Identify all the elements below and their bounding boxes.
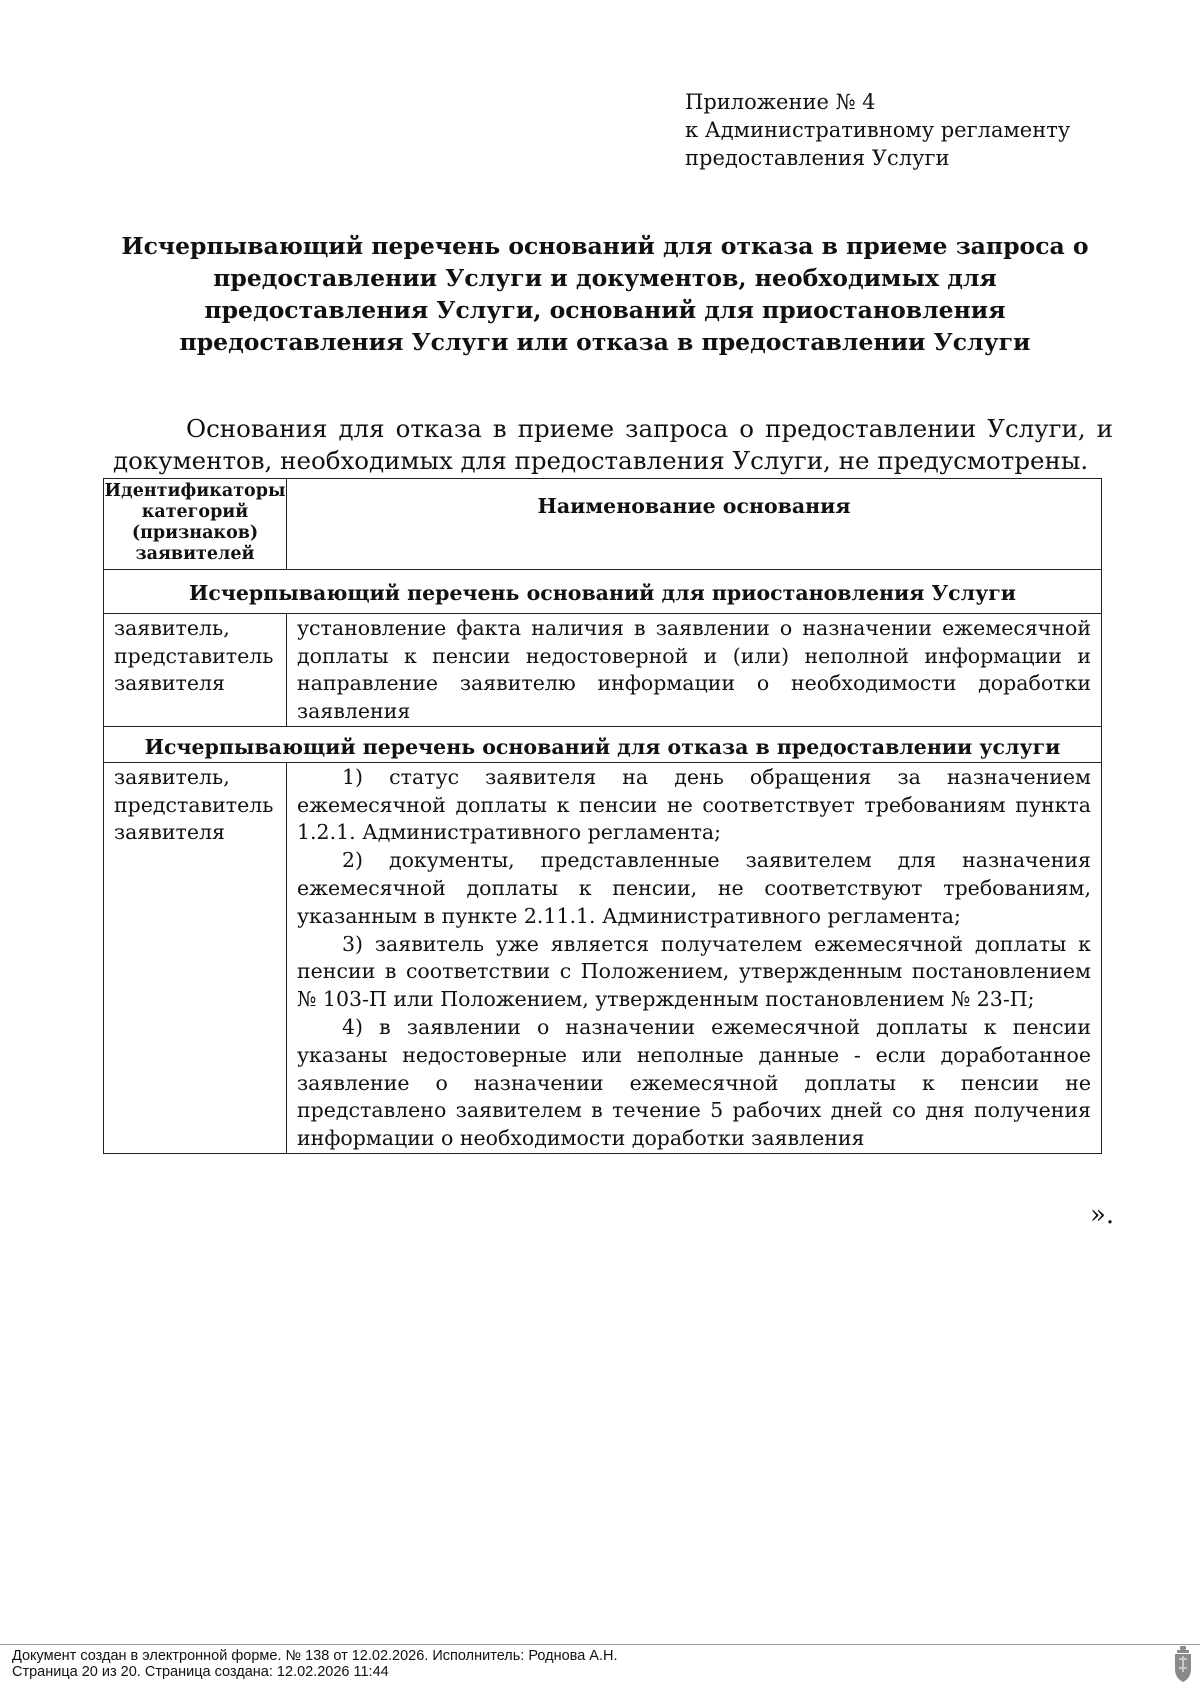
coat-of-arms-icon [1172,1645,1194,1685]
reason-cell [287,613,1102,726]
closing-quote-mark: ». [1090,1200,1115,1230]
document-footer [12,1648,618,1680]
reason-item-2: 2) документы, представленные заявителем для назначения ежемесячной доплаты к пенсии, не соответствуют требованиям, указанным в пункте 2.11.1. Административного регламента; [297,848,1091,928]
section-row [104,570,1102,614]
reason-item-4: 4) в заявлении о назначении ежемесячной доплаты к пенсии указаны недостоверные или неполные данные - если доработанное заявление о назначении ежемесячной доплаты к пенсии не представлено заявителем в течение 5 рабочих дней со дня получения информации о необходимости доработки заявления [297,1014,1091,1151]
grounds-table [103,478,1102,1154]
document-title: Исчерпывающий перечень оснований для отказа в приеме запроса о предоставлении Услуги и документов, необходимых для предоставления Услуги, оснований для приостановления предоставления Услуги или отказа в предоставлении Услуги [121,232,1089,356]
table-row [104,762,1102,1153]
appendix-number: Приложение № 4 [685,90,876,114]
section-title-suspension: Исчерпывающий перечень оснований для приостановления Услуги [104,570,1102,614]
appendix-block [685,88,1070,172]
reason-text: установление факта наличия в заявлении о назначении ежемесячной доплаты к пенсии недостоверной и (или) неполной информации и направление заявителю информации о необходимости доработки заявления [297,615,1091,724]
section-title-refusal: Исчерпывающий перечень оснований для отказа в предоставлении услуги [104,726,1102,762]
ident-line: заявитель, [114,615,230,640]
intro-paragraph: Основания для отказа в приеме запроса о предоставлении Услуги, и документов, необходимых для предоставления Услуги, не предусмотрены. [113,414,1113,475]
ident-line: представитель [114,792,274,817]
reason-item-1: 1) статус заявителя на день обращения за назначением ежемесячной доплаты к пенсии не соответствует требованиям пункта 1.2.1. Административного регламента; [297,764,1091,845]
section-row [104,726,1102,762]
reason-item-3: 3) заявитель уже является получателем ежемесячной доплаты к пенсии в соответствии с Положением, утвержденным постановлением № 103-П или Положением, утвержденным постановлением № 23-П; [297,931,1091,1012]
appendix-reference: к Административному регламенту [685,118,1071,142]
ident-line: заявитель, [114,764,230,789]
ident-cell [104,613,287,726]
table-row [104,613,1102,726]
footer-divider [0,1644,1200,1645]
footer-page-info: Страница 20 из 20. Страница создана: 12.02.2026 11:44 [12,1664,389,1680]
ident-line: представитель [114,643,274,668]
reason-cell [287,762,1102,1153]
footer-document-info: Документ создан в электронной форме. № 138 от 12.02.2026. Исполнитель: Роднова А.Н. [12,1648,618,1664]
appendix-regulation: предоставления Услуги [685,146,950,170]
ident-line: заявителя [114,671,225,696]
ident-line: заявителя [114,820,225,845]
ident-cell [104,762,287,1153]
table-header-row [104,479,1102,570]
header-name-cell: Наименование основания [287,479,1102,570]
header-ident-cell: Идентификаторы категорий (признаков) заявителей [104,479,287,570]
